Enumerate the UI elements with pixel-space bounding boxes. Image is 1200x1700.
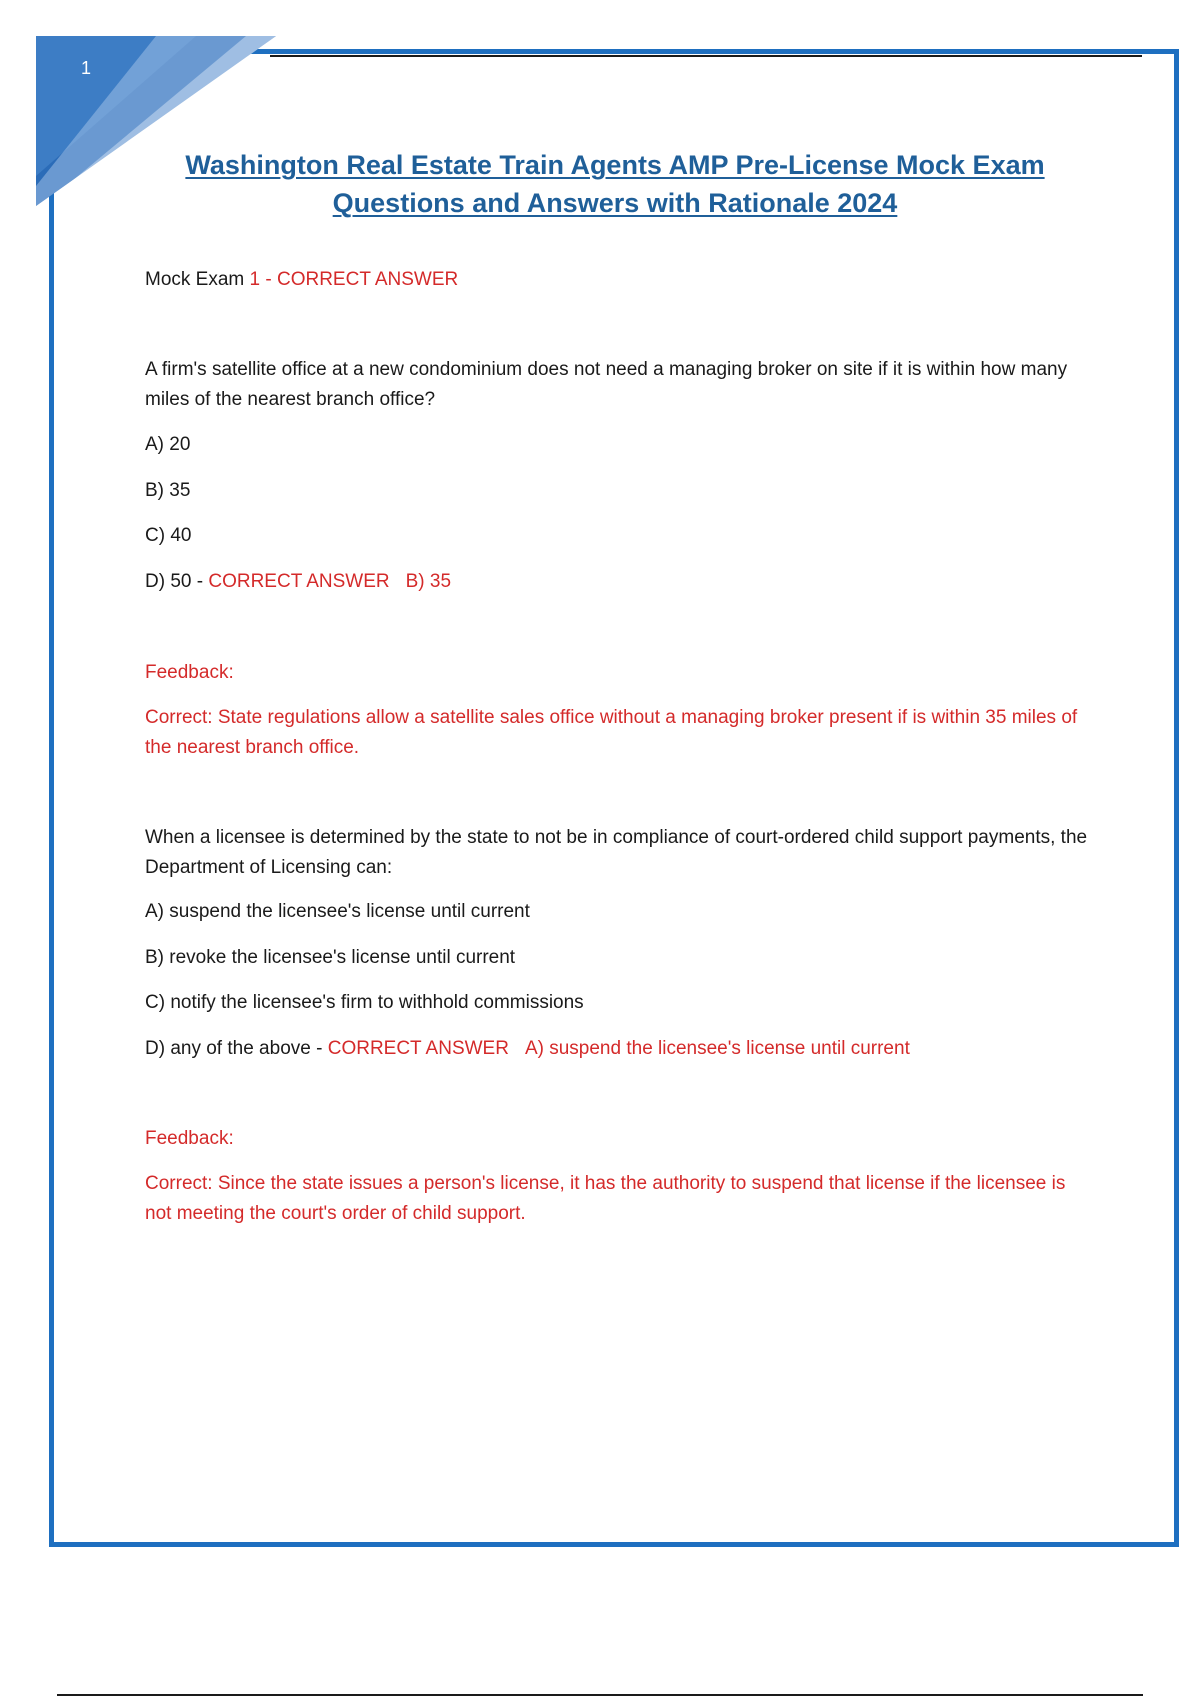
question-2-option-a: A) suspend the licensee's license until current [145,901,530,922]
footer-rule [57,1694,1143,1696]
question-1-text: A firm's satellite office at a new condominium does not need a managing broker on site if it is within how many miles of the nearest branch office? [145,359,1068,410]
question-2-option-d-text: D) any of the above - [145,1038,328,1059]
question-1-feedback-text: Correct: State regulations allow a satellite sales office without a managing broker present if is within 35 miles of the nearest branch office. [145,707,1078,758]
question-1-feedback-label: Feedback: [145,662,234,683]
mock-exam-intro [145,265,1095,295]
question-2-text: When a licensee is determined by the state to not be in compliance of court-ordered child support payments, the Department of Licensing can: [145,827,1088,878]
intro-label: Mock Exam [145,269,250,290]
question-1-option-b: B) 35 [145,480,191,501]
question-1-option-d-text: D) 50 - [145,571,209,592]
intro-answer: 1 - CORRECT ANSWER [249,269,459,290]
question-2-correct-label: CORRECT ANSWER [327,1038,509,1059]
question-2-correct-value: A) suspend the licensee's license until current [524,1038,910,1059]
question-1-option-d [145,567,1095,597]
question-2-option-b: B) revoke the licensee's license until current [145,947,516,968]
question-2-feedback-label: Feedback: [145,1128,234,1149]
question-1-option-a: A) 20 [145,434,191,455]
document-title [120,146,1110,222]
header-rule [270,55,1142,57]
title-line-2: Questions and Answers with Rationale 2024 [332,188,898,218]
question-2-option-d [145,1034,1095,1064]
question-1-option-c: C) 40 [145,525,192,546]
title-line-1: Washington Real Estate Train Agents AMP Pre-License Mock Exam [185,150,1045,180]
question-1-correct-value: B) 35 [405,571,452,592]
question-2-option-c: C) notify the licensee's firm to withhold commissions [145,992,584,1013]
question-2-feedback-text: Correct: Since the state issues a person's license, it has the authority to suspend that license if the licensee is not meeting the court's order of child support. [145,1173,1066,1224]
page-number: 1 [81,58,92,78]
question-1-correct-label: CORRECT ANSWER [208,571,390,592]
